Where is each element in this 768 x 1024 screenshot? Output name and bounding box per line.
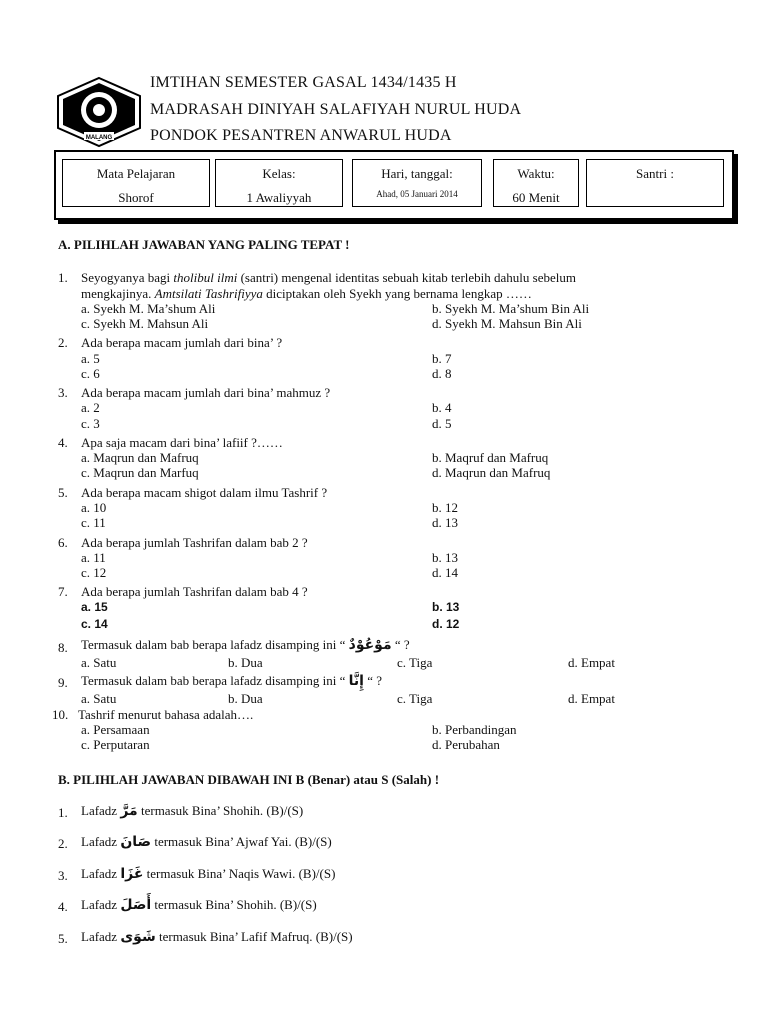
question-1-option-d: d. Syekh M. Mahsun Bin Ali (432, 316, 582, 331)
question-1-text-line2: mengkajinya. Amtsilati Tashrifiyya diciptakan oleh Syekh yang bernama lengkap …… (81, 286, 532, 301)
question-6-option-b: b. 13 (432, 550, 458, 565)
question-4-option-c: c. Maqrun dan Marfuq (81, 465, 199, 480)
question-9-text: Termasuk dalam bab berapa lafadz disamping ini “ إِنَّا “ ? (81, 673, 383, 689)
question-10-option-c: c. Perputaran (81, 737, 150, 752)
question-4-option-b: b. Maqruf dan Mafruq (432, 450, 549, 465)
question-5-option-b: b. 12 (432, 500, 458, 515)
statement-3-number: 3. (58, 868, 68, 883)
question-9-option-b: b. Dua (228, 691, 263, 706)
question-8-option-b: b. Dua (228, 655, 263, 670)
question-1-option-a: a. Syekh M. Ma’shum Ali (81, 301, 216, 316)
question-2-text: Ada berapa macam jumlah dari bina’ ? (81, 335, 283, 350)
question-8-option-c: c. Tiga (397, 655, 433, 670)
time-value: 60 Menit (512, 190, 560, 205)
statement-4-arabic: أَصَلَ (120, 897, 152, 913)
question-3-option-b: b. 4 (432, 400, 452, 415)
question-4-option-d: d. Maqrun dan Mafruq (432, 465, 551, 480)
question-8-text: Termasuk dalam bab berapa lafadz disamping ini “ مَوْعُوْدٌ “ ? (81, 637, 410, 653)
question-10-option-d: d. Perubahan (432, 737, 500, 752)
class-label: Kelas: (262, 166, 296, 181)
section-b-title: B. PILIHLAH JAWABAN DIBAWAH INI B (Benar) atau S (Salah) ! (58, 772, 440, 787)
question-8-number: 8. (58, 640, 68, 655)
class-cell (215, 159, 343, 207)
statement-1-text: Lafadz مَرَّ termasuk Bina’ Shohih. (B)/(S) (81, 803, 304, 819)
question-7-number: 7. (58, 584, 68, 599)
statement-2-arabic: صَانَ (120, 834, 152, 850)
time-cell (493, 159, 579, 207)
question-9-arabic: إِنَّا (348, 673, 364, 689)
question-5-text: Ada berapa macam shigot dalam ilmu Tashrif ? (81, 485, 328, 500)
question-4-text: Apa saja macam dari bina’ lafiif ?…… (81, 435, 283, 450)
question-1-option-c: c. Syekh M. Mahsun Ali (81, 316, 209, 331)
question-2-option-c: c. 6 (81, 366, 100, 381)
student-cell (586, 159, 724, 207)
question-4-option-a: a. Maqrun dan Mafruq (81, 450, 199, 465)
question-10-number: 10. (52, 707, 69, 722)
question-9-option-d: d. Empat (568, 691, 615, 706)
subject-label: Mata Pelajaran (96, 166, 176, 181)
question-6-text: Ada berapa jumlah Tashrifan dalam bab 2 ? (81, 535, 308, 550)
question-2-option-b: b. 7 (432, 351, 452, 366)
exam-info-box (54, 150, 734, 220)
subject-cell (62, 159, 210, 207)
question-6-number: 6. (58, 535, 68, 550)
statement-3-text: Lafadz غَزَا termasuk Bina’ Naqis Wawi. (B)/(S) (81, 866, 336, 882)
boarding-school-name: PONDOK PESANTREN ANWARUL HUDA (150, 127, 452, 144)
question-9-number: 9. (58, 675, 68, 690)
statement-5-number: 5. (58, 931, 68, 946)
question-6-option-c: c. 12 (81, 565, 107, 580)
question-5-option-d: d. 13 (432, 515, 458, 530)
question-3-option-c: c. 3 (81, 416, 100, 431)
question-3-text: Ada berapa macam jumlah dari bina’ mahmuz ? (81, 385, 331, 400)
question-3-number: 3. (58, 385, 68, 400)
class-value: 1 Awaliyyah (246, 190, 312, 205)
exam-title: IMTIHAN SEMESTER GASAL 1434/1435 H (150, 74, 457, 91)
date-cell (352, 159, 482, 207)
question-9-option-a: a. Satu (81, 691, 117, 706)
question-2-option-a: a. 5 (81, 351, 100, 366)
time-label: Waktu: (517, 166, 555, 181)
statement-4-number: 4. (58, 899, 68, 914)
school-name: MADRASAH DINIYAH SALAFIYAH NURUL HUDA (150, 101, 522, 118)
question-8-option-a: a. Satu (81, 655, 117, 670)
question-7-option-c: c. 14 (81, 617, 108, 631)
statement-3-arabic: غَزَا (120, 866, 144, 882)
date-label: Hari, tanggal: (381, 166, 453, 181)
madrasah-logo (56, 76, 142, 148)
question-7-option-d: d. 12 (432, 617, 460, 631)
question-3-option-a: a. 2 (81, 400, 100, 415)
question-6-option-d: d. 14 (432, 565, 458, 580)
section-a-title: A. PILIHLAH JAWABAN YANG PALING TEPAT ! (58, 237, 350, 252)
question-10-option-b: b. Perbandingan (432, 722, 517, 737)
statement-4-text: Lafadz أَصَلَ termasuk Bina’ Shohih. (B)/(S) (81, 897, 317, 913)
question-4-number: 4. (58, 435, 68, 450)
question-2-option-d: d. 8 (432, 366, 452, 381)
question-10-text: Tashrif menurut bahasa adalah…. (78, 707, 254, 722)
statement-2-text: Lafadz صَانَ termasuk Bina’ Ajwaf Yai. (B)/(S) (81, 834, 332, 850)
question-8-option-d: d. Empat (568, 655, 615, 670)
question-5-option-a: a. 10 (81, 500, 107, 515)
question-1-number: 1. (58, 270, 68, 285)
logo-text: MALANG (85, 135, 113, 141)
date-value: Ahad, 05 Januari 2014 (376, 189, 458, 199)
question-3-option-d: d. 5 (432, 416, 452, 431)
question-7-text: Ada berapa jumlah Tashrifan dalam bab 4 ? (81, 584, 308, 599)
question-5-option-c: c. 11 (81, 515, 106, 530)
question-7-option-b: b. 13 (432, 600, 460, 614)
statement-5-text: Lafadz شَوَى termasuk Bina’ Lafif Mafruq. (B)/(S) (81, 929, 353, 945)
question-10-option-a: a. Persamaan (81, 722, 150, 737)
statement-1-arabic: مَرَّ (120, 803, 138, 819)
question-8-arabic: مَوْعُوْدٌ (348, 637, 392, 653)
student-label: Santri : (636, 166, 674, 181)
question-2-number: 2. (58, 335, 68, 350)
statement-5-arabic: شَوَى (120, 929, 156, 945)
statement-2-number: 2. (58, 836, 68, 851)
subject-value: Shorof (118, 190, 154, 205)
question-6-option-a: a. 11 (81, 550, 106, 565)
question-1-option-b: b. Syekh M. Ma’shum Bin Ali (432, 301, 590, 316)
question-9-option-c: c. Tiga (397, 691, 433, 706)
question-5-number: 5. (58, 485, 68, 500)
question-7-option-a: a. 15 (81, 600, 108, 614)
question-1-text: Seyogyanya bagi tholibul ilmi (santri) mengenal identitas sebuah kitab terlebih dahulu sebelum (81, 270, 576, 285)
statement-1-number: 1. (58, 805, 68, 820)
